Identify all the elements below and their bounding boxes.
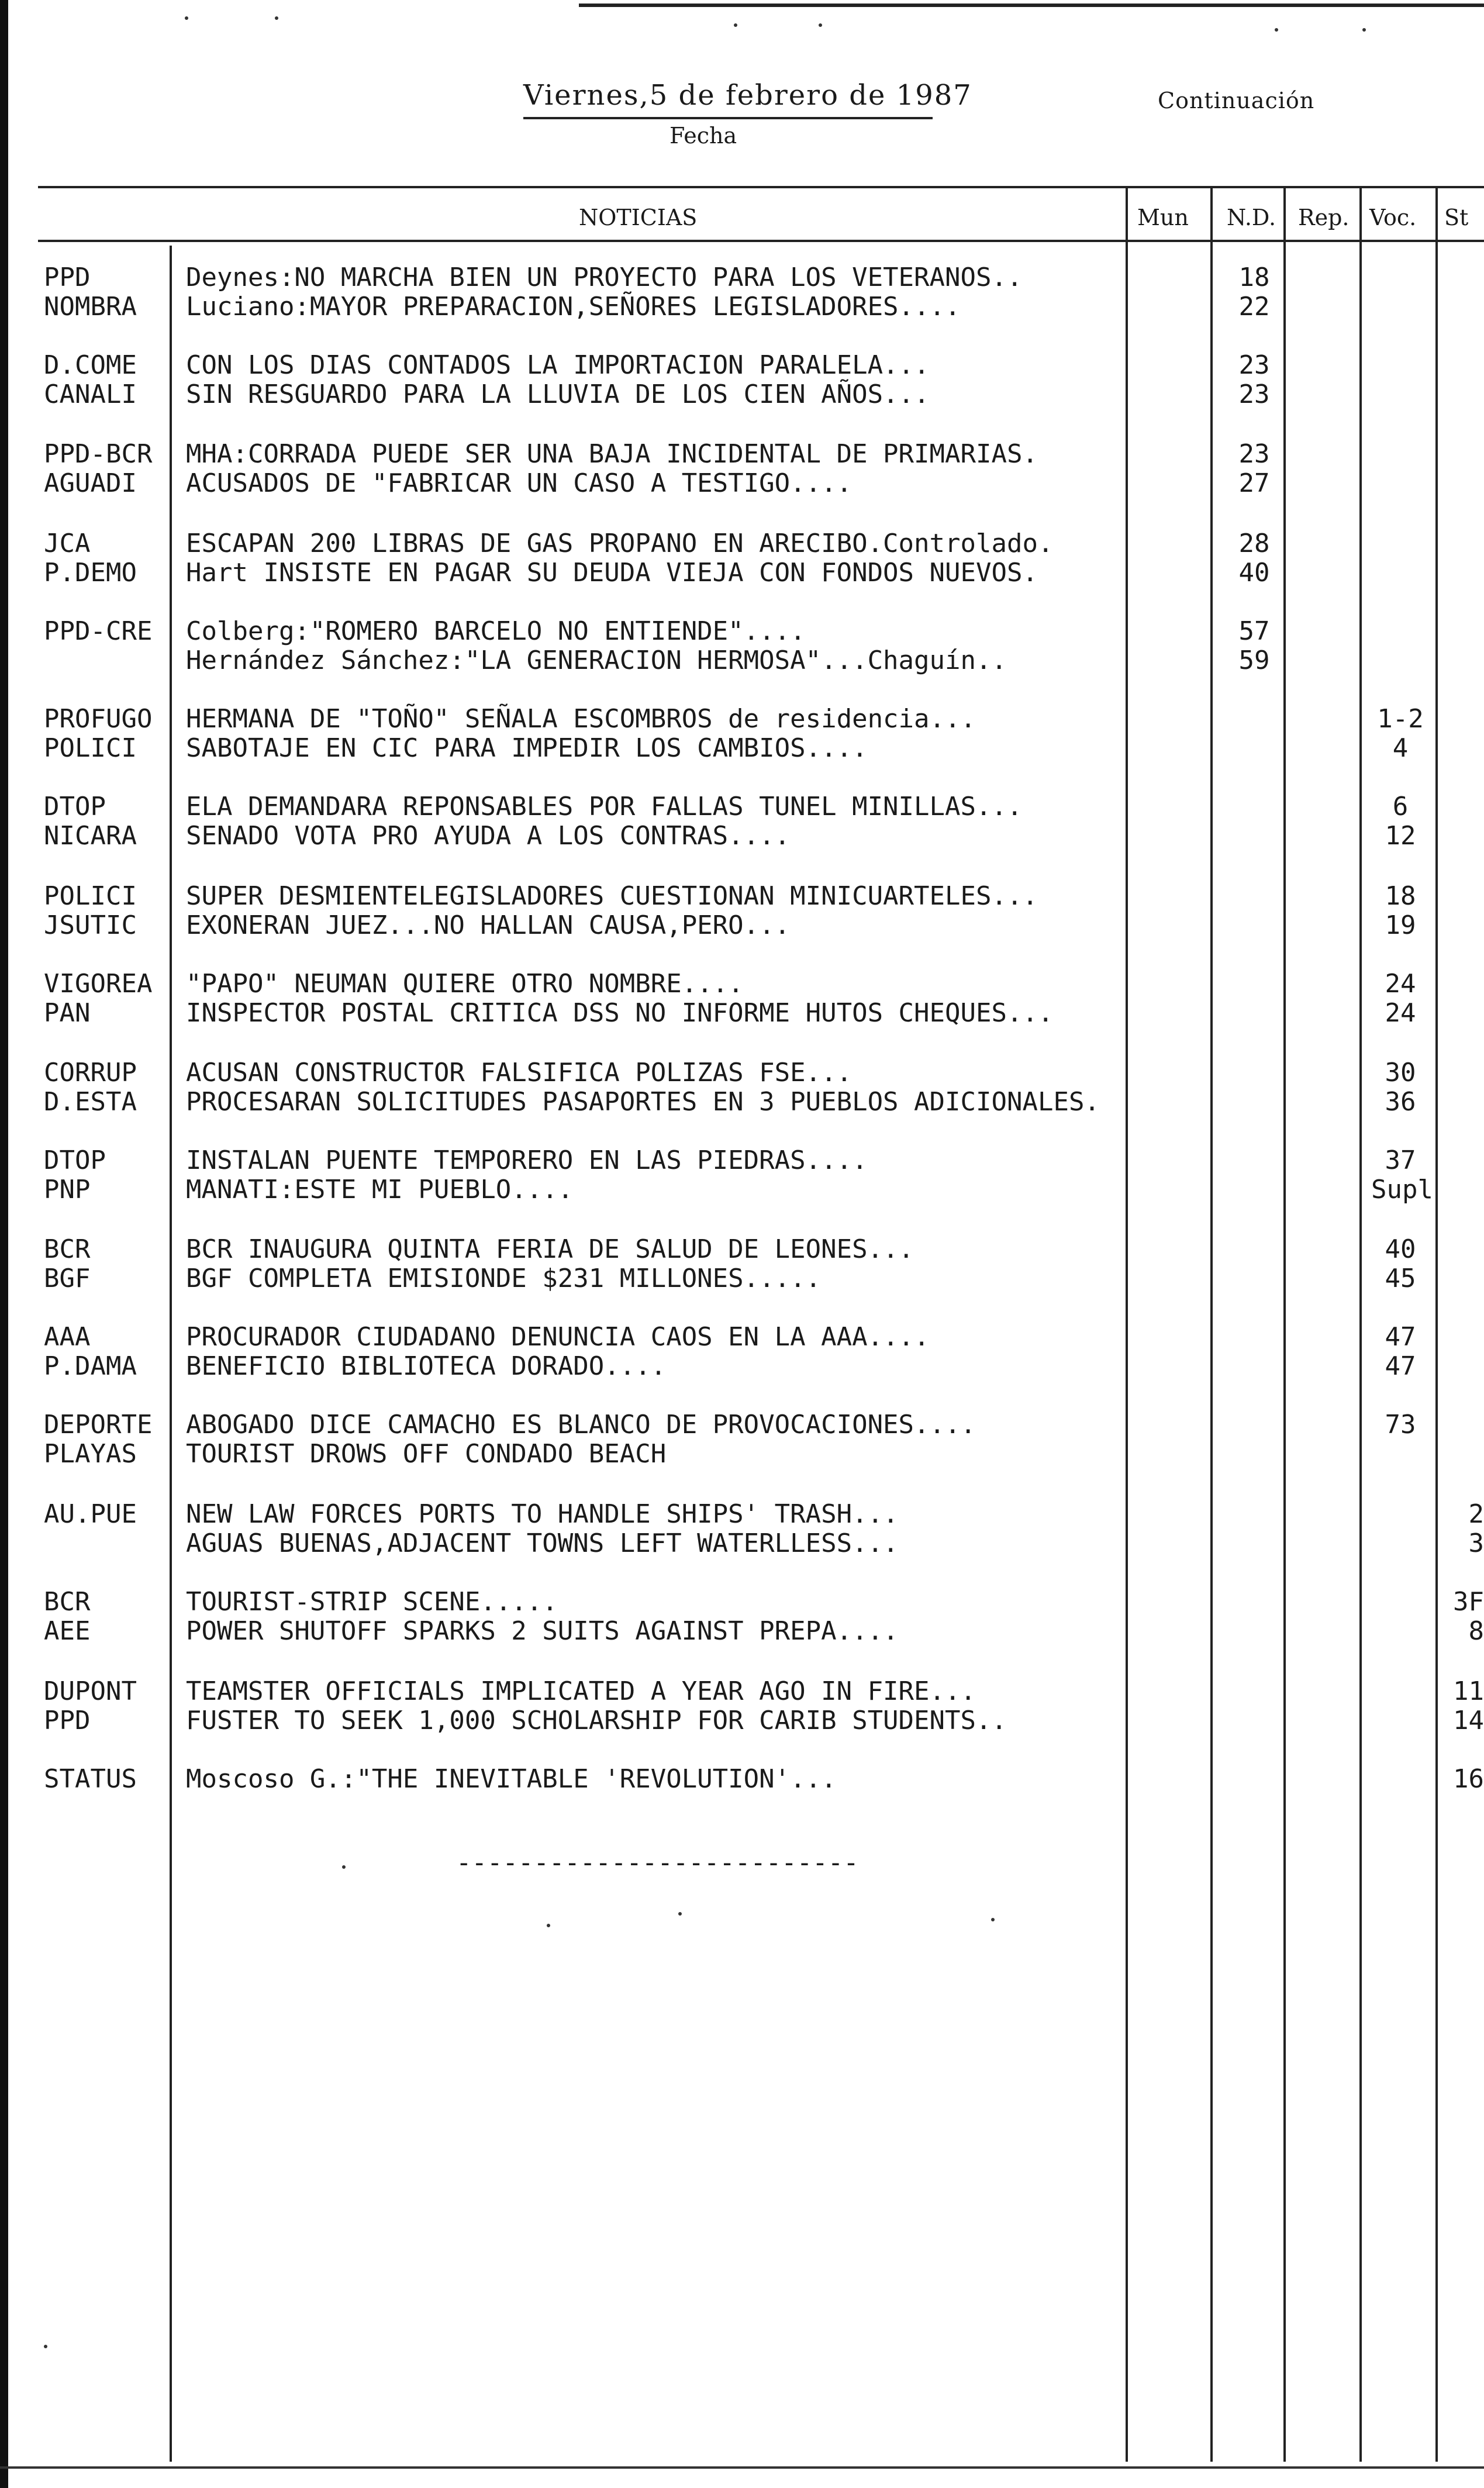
scan-speck (275, 16, 278, 20)
news-row (0, 440, 1484, 469)
row-headline: TOURIST DROWS OFF CONDADO BEACH (186, 1439, 667, 1469)
row-headline: TEAMSTER OFFICIALS IMPLICATED A YEAR AGO IN FIRE... (186, 1676, 976, 1706)
row-nd-page: 22 (1238, 292, 1270, 322)
scan-speck (1275, 28, 1278, 32)
news-row (0, 646, 1484, 675)
row-st-page: 3 (1468, 1528, 1484, 1558)
row-section-code: BCR (44, 1587, 91, 1617)
news-row (0, 292, 1484, 322)
date-underline (523, 117, 933, 119)
row-section-code: PAN (44, 998, 91, 1028)
news-row (0, 263, 1484, 292)
row-section-code: PPD (44, 1706, 91, 1735)
row-section-code: POLICI (44, 881, 137, 911)
table-top-rule (38, 186, 1484, 188)
row-voc-page: 37 (1385, 1145, 1416, 1175)
row-section-code: DTOP (44, 792, 106, 822)
news-row (0, 1323, 1484, 1352)
news-row (0, 1264, 1484, 1293)
news-row (0, 351, 1484, 380)
row-headline: ABOGADO DICE CAMACHO ES BLANCO DE PROVOCACIONES.... (186, 1410, 976, 1440)
row-section-code: PLAYAS (44, 1439, 137, 1469)
row-headline: POWER SHUTOFF SPARKS 2 SUITS AGAINST PREPA.... (186, 1616, 899, 1646)
row-headline: Colberg:"ROMERO BARCELO NO ENTIENDE".... (186, 616, 806, 646)
news-row (0, 529, 1484, 558)
news-row (0, 911, 1484, 940)
row-nd-page: 27 (1238, 468, 1270, 498)
row-voc-page: 45 (1385, 1264, 1416, 1293)
row-section-code: CANALI (44, 379, 137, 409)
scan-speck (185, 16, 188, 20)
row-headline: MHA:CORRADA PUEDE SER UNA BAJA INCIDENTAL DE PRIMARIAS. (186, 439, 1038, 469)
header-noticias: NOTICIAS (579, 205, 698, 230)
row-headline: PROCURADOR CIUDADANO DENUNCIA CAOS EN LA AAA.... (186, 1322, 930, 1352)
row-headline: SENADO VOTA PRO AYUDA A LOS CONTRAS.... (186, 821, 791, 851)
row-st-page: 8 (1468, 1616, 1484, 1646)
header-voc: Voc. (1369, 205, 1417, 230)
header-nd: N.D. (1227, 205, 1276, 230)
row-section-code: NICARA (44, 821, 137, 851)
row-headline: MANATI:ESTE MI PUEBLO.... (186, 1175, 574, 1205)
news-row (0, 1529, 1484, 1558)
row-headline: ACUSADOS DE "FABRICAR UN CASO A TESTIGO.... (186, 468, 853, 498)
fecha-label: Fecha (669, 123, 737, 149)
row-headline: BGF COMPLETA EMISIONDE $231 MILLONES..... (186, 1264, 822, 1293)
row-voc-page: 24 (1385, 969, 1416, 999)
row-nd-page: 23 (1238, 379, 1270, 409)
row-voc-page: 6 (1392, 792, 1409, 822)
header-rep: Rep. (1298, 205, 1350, 230)
row-section-code: POLICI (44, 733, 137, 763)
row-section-code: D.COME (44, 350, 137, 380)
row-voc-page: Supl (1371, 1175, 1433, 1205)
row-st-page: 11 (1453, 1676, 1484, 1706)
scan-speck (734, 23, 737, 27)
row-headline: Hart INSISTE EN PAGAR SU DEUDA VIEJA CON FONDOS NUEVOS. (186, 558, 1038, 588)
row-headline: Moscoso G.:"THE INEVITABLE 'REVOLUTION'... (186, 1764, 837, 1794)
row-headline: INSPECTOR POSTAL CRITICA DSS NO INFORME HUTOS CHEQUES... (186, 998, 1054, 1028)
news-row (0, 558, 1484, 588)
news-row (0, 969, 1484, 999)
row-voc-page: 12 (1385, 821, 1416, 851)
row-headline: EXONERAN JUEZ...NO HALLAN CAUSA,PERO... (186, 910, 791, 940)
news-row (0, 822, 1484, 851)
news-row (0, 469, 1484, 498)
scan-speck (342, 1865, 346, 1869)
row-nd-page: 23 (1238, 350, 1270, 380)
header-mun: Mun (1137, 205, 1189, 230)
news-row (0, 1235, 1484, 1264)
row-st-page: 3F (1453, 1587, 1484, 1617)
row-headline: SABOTAJE EN CIC PARA IMPEDIR LOS CAMBIOS.... (186, 733, 868, 763)
row-voc-page: 47 (1385, 1322, 1416, 1352)
row-voc-page: 18 (1385, 881, 1416, 911)
row-st-page: 16 (1453, 1764, 1484, 1794)
news-row (0, 1440, 1484, 1469)
row-section-code: PNP (44, 1175, 91, 1205)
news-row (0, 380, 1484, 409)
row-headline: Luciano:MAYOR PREPARACION,SEÑORES LEGISLADORES.... (186, 292, 961, 322)
row-section-code: DTOP (44, 1145, 106, 1175)
row-nd-page: 57 (1238, 616, 1270, 646)
news-row (0, 705, 1484, 734)
row-section-code: JCA (44, 529, 91, 558)
row-headline: INSTALAN PUENTE TEMPORERO EN LAS PIEDRAS.... (186, 1145, 868, 1175)
continuation-label: Continuación (1158, 88, 1315, 113)
footer-divider: -------------------------- (456, 1848, 859, 1878)
row-section-code: CORRUP (44, 1058, 137, 1088)
row-st-page: 2 (1468, 1499, 1484, 1529)
table-header-rule (38, 240, 1484, 242)
row-section-code: PPD (44, 263, 91, 292)
news-row (0, 734, 1484, 763)
news-row (0, 882, 1484, 911)
row-section-code: PROFUGO (44, 704, 153, 734)
row-voc-page: 30 (1385, 1058, 1416, 1088)
row-section-code: AEE (44, 1616, 91, 1646)
row-section-code: NOMBRA (44, 292, 137, 322)
news-row (0, 1146, 1484, 1175)
news-row (0, 1588, 1484, 1617)
row-headline: ESCAPAN 200 LIBRAS DE GAS PROPANO EN ARECIBO.Controlado. (186, 529, 1054, 558)
row-voc-page: 40 (1385, 1234, 1416, 1264)
row-headline: CON LOS DIAS CONTADOS LA IMPORTACION PARALELA... (186, 350, 930, 380)
row-section-code: AGUADI (44, 468, 137, 498)
row-headline: ELA DEMANDARA REPONSABLES POR FALLAS TUNEL MINILLAS... (186, 792, 1023, 822)
news-row (0, 1677, 1484, 1706)
news-row (0, 999, 1484, 1028)
news-row (0, 1058, 1484, 1088)
row-st-page: 14 (1453, 1706, 1484, 1735)
news-row (0, 1765, 1484, 1794)
row-headline: HERMANA DE "TOÑO" SEÑALA ESCOMBROS de residencia... (186, 704, 976, 734)
row-section-code: DEPORTE (44, 1410, 153, 1440)
row-section-code: BCR (44, 1234, 91, 1264)
row-section-code: AAA (44, 1322, 91, 1352)
row-headline: FUSTER TO SEEK 1,000 SCHOLARSHIP FOR CARIB STUDENTS.. (186, 1706, 1007, 1735)
news-row (0, 1088, 1484, 1117)
scan-speck (1362, 28, 1366, 32)
news-row (0, 1352, 1484, 1381)
row-headline: SIN RESGUARDO PARA LA LLUVIA DE LOS CIEN AÑOS... (186, 379, 930, 409)
row-headline: Hernández Sánchez:"LA GENERACION HERMOSA"...Chaguín.. (186, 646, 1007, 675)
row-headline: "PAPO" NEUMAN QUIERE OTRO NOMBRE.... (186, 969, 744, 999)
row-headline: Deynes:NO MARCHA BIEN UN PROYECTO PARA LOS VETERANOS.. (186, 263, 1023, 292)
row-headline: NEW LAW FORCES PORTS TO HANDLE SHIPS' TRASH... (186, 1499, 899, 1529)
row-section-code: AU.PUE (44, 1499, 137, 1529)
scan-speck (678, 1912, 682, 1916)
news-row (0, 1617, 1484, 1646)
bottom-rule (0, 2466, 1484, 2469)
row-headline: AGUAS BUENAS,ADJACENT TOWNS LEFT WATERLLESS... (186, 1528, 899, 1558)
row-nd-page: 28 (1238, 529, 1270, 558)
news-row (0, 1175, 1484, 1205)
news-row (0, 1500, 1484, 1529)
news-row (0, 617, 1484, 646)
row-voc-page: 24 (1385, 998, 1416, 1028)
row-section-code: PPD-CRE (44, 616, 153, 646)
news-row (0, 1410, 1484, 1440)
row-nd-page: 59 (1238, 646, 1270, 675)
row-section-code: DUPONT (44, 1676, 137, 1706)
row-headline: BCR INAUGURA QUINTA FERIA DE SALUD DE LEONES... (186, 1234, 914, 1264)
row-section-code: P.DEMO (44, 558, 137, 588)
row-voc-page: 36 (1385, 1087, 1416, 1117)
header-st: St (1444, 205, 1469, 230)
row-voc-page: 19 (1385, 910, 1416, 940)
row-section-code: D.ESTA (44, 1087, 137, 1117)
scan-speck (819, 23, 822, 27)
row-nd-page: 23 (1238, 439, 1270, 469)
row-headline: ACUSAN CONSTRUCTOR FALSIFICA POLIZAS FSE... (186, 1058, 853, 1088)
row-section-code: JSUTIC (44, 910, 137, 940)
row-voc-page: 47 (1385, 1351, 1416, 1381)
row-section-code: STATUS (44, 1764, 137, 1794)
row-headline: BENEFICIO BIBLIOTECA DORADO.... (186, 1351, 667, 1381)
date-line: Viernes,5 de febrero de 1987 (523, 79, 972, 112)
row-section-code: VIGOREA (44, 969, 153, 999)
top-rule (579, 4, 1484, 7)
scan-speck (547, 1924, 550, 1927)
news-row (0, 792, 1484, 822)
row-voc-page: 1-2 (1377, 704, 1424, 734)
row-section-code: BGF (44, 1264, 91, 1293)
news-row (0, 1706, 1484, 1735)
row-headline: SUPER DESMIENTELEGISLADORES CUESTIONAN MINICUARTELES... (186, 881, 1038, 911)
row-headline: PROCESARAN SOLICITUDES PASAPORTES EN 3 PUEBLOS ADICIONALES. (186, 1087, 1100, 1117)
row-nd-page: 18 (1238, 263, 1270, 292)
scan-speck (991, 1918, 995, 1921)
row-headline: TOURIST-STRIP SCENE..... (186, 1587, 558, 1617)
row-nd-page: 40 (1238, 558, 1270, 588)
row-voc-page: 73 (1385, 1410, 1416, 1440)
row-voc-page: 4 (1392, 733, 1409, 763)
row-section-code: P.DAMA (44, 1351, 137, 1381)
scan-speck (44, 2345, 47, 2348)
row-section-code: PPD-BCR (44, 439, 153, 469)
